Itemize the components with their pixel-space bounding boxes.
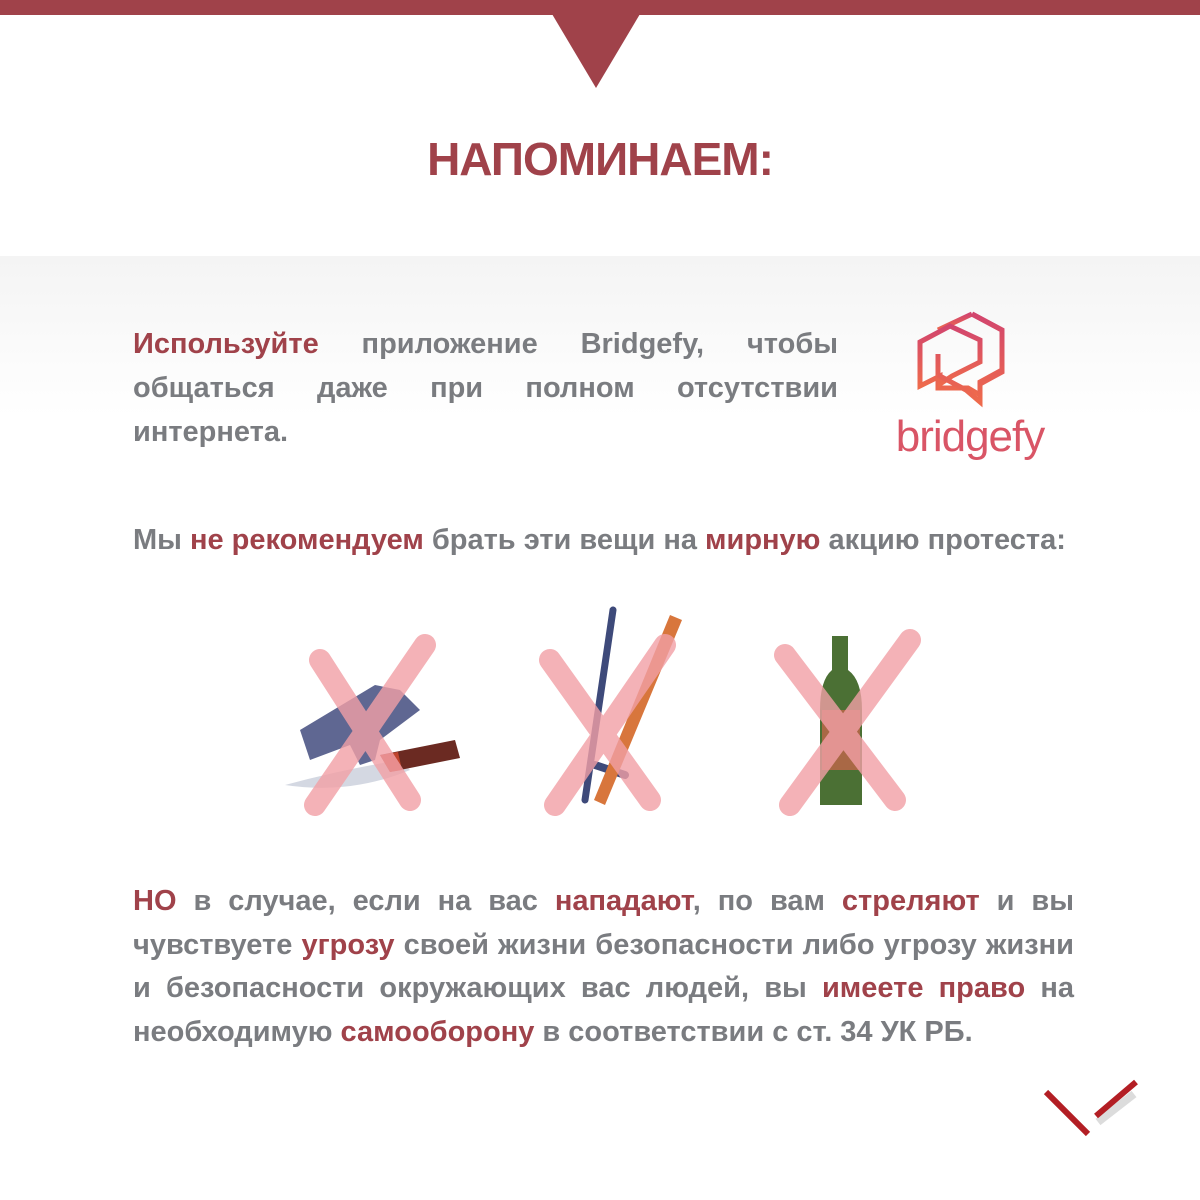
self-defense-paragraph <box>133 880 1074 1054</box>
bridgefy-logo <box>880 300 1060 480</box>
highlight-but: НО <box>133 885 177 917</box>
items-paragraph <box>133 518 1069 562</box>
text-segment: своей жизни безопасности либо угрозу жизни и безопасности окружающих вас людей, вы <box>133 928 1075 1004</box>
text-segment: на необходимую <box>133 972 1075 1048</box>
highlight-right: имеете право <box>821 972 1026 1004</box>
text-segment: Мы <box>133 524 190 556</box>
highlight-attack: нападают <box>554 885 693 917</box>
highlight-self-defense: самооборону <box>340 1015 535 1048</box>
text-segment: , по вам <box>692 885 842 917</box>
prohibited-items <box>280 600 940 830</box>
chat-bubbles-icon <box>880 300 1060 415</box>
highlight-threat: угрозу <box>301 928 395 961</box>
gun-knife-crossed-icon <box>280 600 500 830</box>
highlight-not-recommend: не рекомендуем <box>189 524 424 556</box>
bridgefy-paragraph <box>133 322 838 454</box>
top-bar <box>0 0 1200 15</box>
bottle-crossed-icon <box>770 600 990 830</box>
text-segment: и вы чувствуете <box>133 885 1074 961</box>
text-segment: брать эти вещи на <box>423 524 706 556</box>
bridgefy-text: приложение Bridgefy, чтобы общаться даже при полном отсутствии интернета. <box>133 328 838 448</box>
top-notch-triangle <box>552 14 640 88</box>
bat-baton-crossed-icon <box>530 600 750 830</box>
text-segment: в случае, если на вас <box>176 885 555 917</box>
text-segment: акцию протеста: <box>820 524 1066 556</box>
highlight-peaceful: мирную <box>705 524 821 556</box>
highlight-use: Используйте <box>133 328 319 360</box>
page-title: НАПОМИНАЕМ: <box>427 133 773 185</box>
highlight-shoot: стреляют <box>841 885 980 917</box>
checkmark-icon <box>1036 1066 1146 1146</box>
bridgefy-logo-text: bridgefy <box>895 412 1045 461</box>
text-segment: в соответствии с ст. 34 УК РБ. <box>534 1015 973 1048</box>
